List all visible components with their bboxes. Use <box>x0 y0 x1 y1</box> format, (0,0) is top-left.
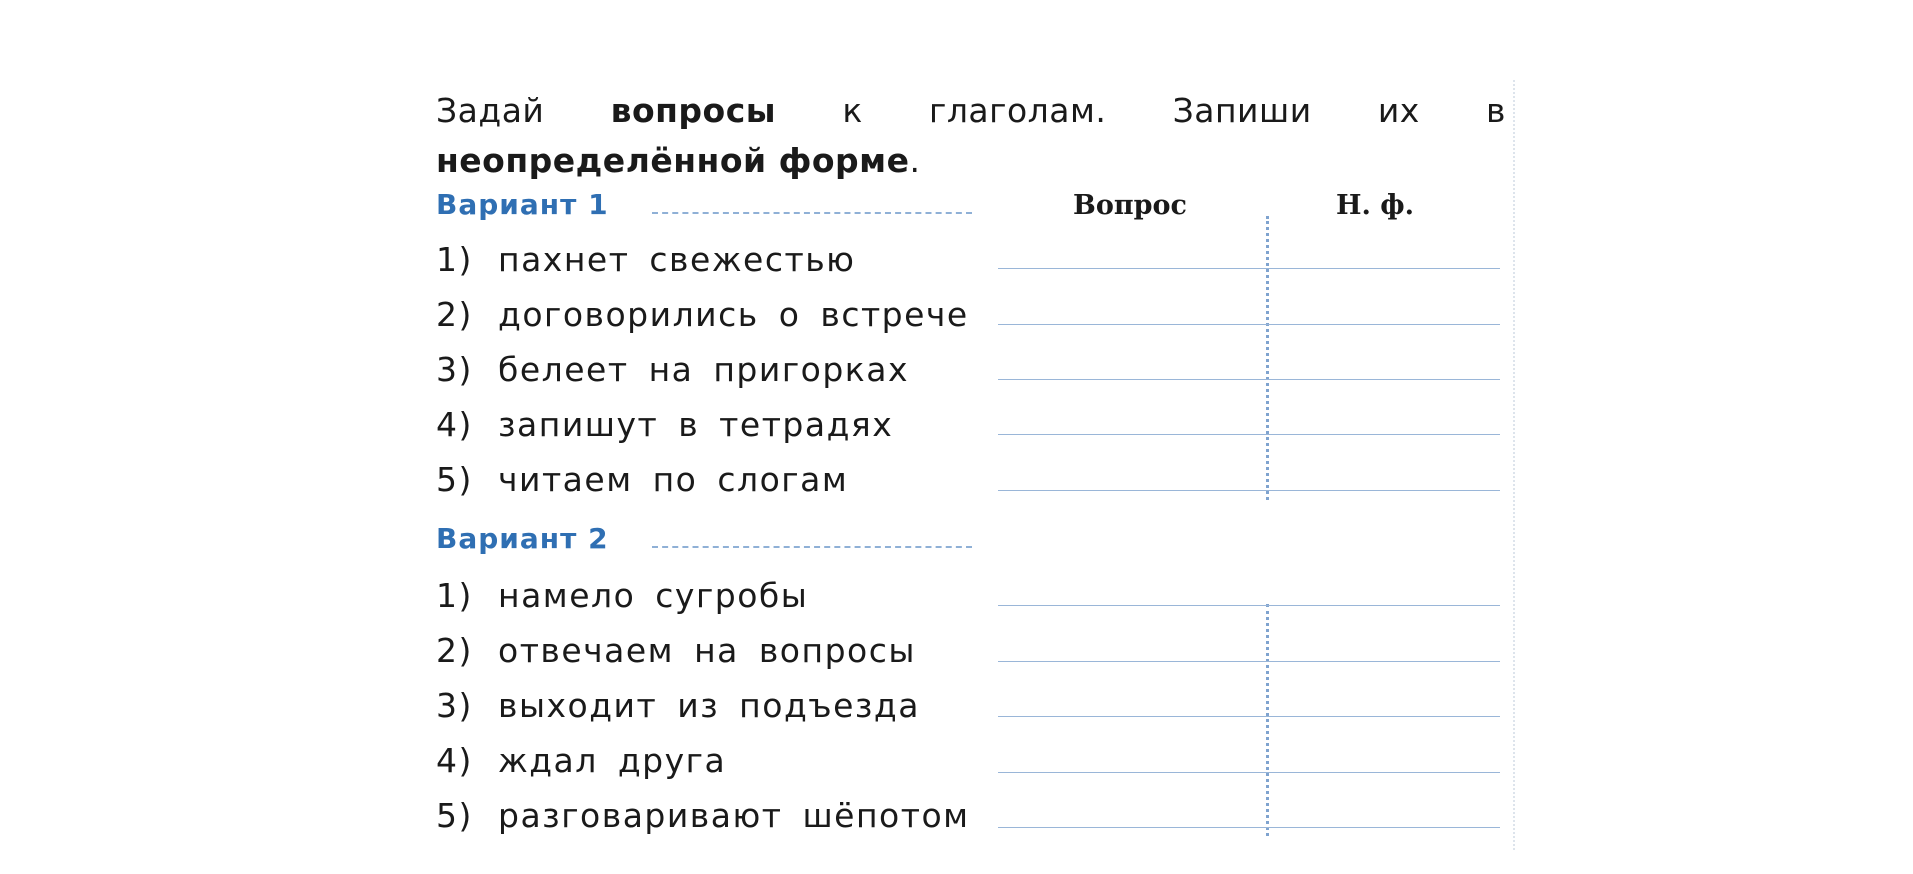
item-number: 5) <box>436 460 473 499</box>
item-number: 3) <box>436 686 473 725</box>
variant-2-label: Вариант 2 <box>436 522 609 555</box>
list-item <box>436 240 855 279</box>
item-number: 1) <box>436 240 473 279</box>
item-number: 3) <box>436 350 473 389</box>
list-item <box>436 460 848 499</box>
instruction-text-3: . <box>909 141 921 180</box>
list-item <box>436 405 893 444</box>
answer-line[interactable] <box>998 268 1500 269</box>
item-number: 4) <box>436 405 473 444</box>
instruction-bold-2: неопределённой форме <box>436 141 910 180</box>
instruction-text-1: Задай <box>436 91 611 130</box>
list-item <box>436 295 969 334</box>
item-text: договорились о встрече <box>498 295 969 334</box>
item-text: читаем по слогам <box>498 460 849 499</box>
answer-line[interactable] <box>998 716 1500 717</box>
task-instruction <box>436 86 1506 186</box>
item-number: 4) <box>436 741 473 780</box>
column-divider-variant-2 <box>1266 604 1269 836</box>
list-item <box>436 631 916 670</box>
list-item <box>436 686 920 725</box>
answer-line[interactable] <box>998 434 1500 435</box>
item-text: намело сугробы <box>498 576 809 615</box>
answer-line[interactable] <box>998 605 1500 606</box>
item-text: отвечаем на вопросы <box>498 631 916 670</box>
item-text: пахнет свежестью <box>498 240 856 279</box>
variant-2-dash <box>652 546 972 548</box>
column-header-infinitive: Н. ф. <box>1336 190 1415 221</box>
answer-line[interactable] <box>998 490 1500 491</box>
instruction-bold-1: вопросы <box>610 91 777 130</box>
answer-line[interactable] <box>998 827 1500 828</box>
variant-1-dash <box>652 212 972 214</box>
list-item <box>436 741 726 780</box>
variant-1-label: Вариант 1 <box>436 188 609 221</box>
item-text: разговаривают шёпотом <box>498 796 970 835</box>
item-text: выходит из подъезда <box>498 686 920 725</box>
list-item <box>436 576 808 615</box>
column-divider-variant-1 <box>1266 216 1269 500</box>
answer-line[interactable] <box>998 661 1500 662</box>
instruction-text-2: к глаголам. Запиши их в <box>776 91 1506 130</box>
item-text: запишут в тетрадях <box>498 405 894 444</box>
list-item <box>436 796 970 835</box>
list-item <box>436 350 909 389</box>
answer-line[interactable] <box>998 379 1500 380</box>
item-text: ждал друга <box>498 741 727 780</box>
page-edge <box>1513 80 1515 850</box>
column-header-question: Вопрос <box>1073 190 1187 221</box>
item-text: белеет на пригорках <box>498 350 909 389</box>
answer-line[interactable] <box>998 772 1500 773</box>
item-number: 2) <box>436 295 473 334</box>
item-number: 5) <box>436 796 473 835</box>
item-number: 1) <box>436 576 473 615</box>
item-number: 2) <box>436 631 473 670</box>
answer-line[interactable] <box>998 324 1500 325</box>
